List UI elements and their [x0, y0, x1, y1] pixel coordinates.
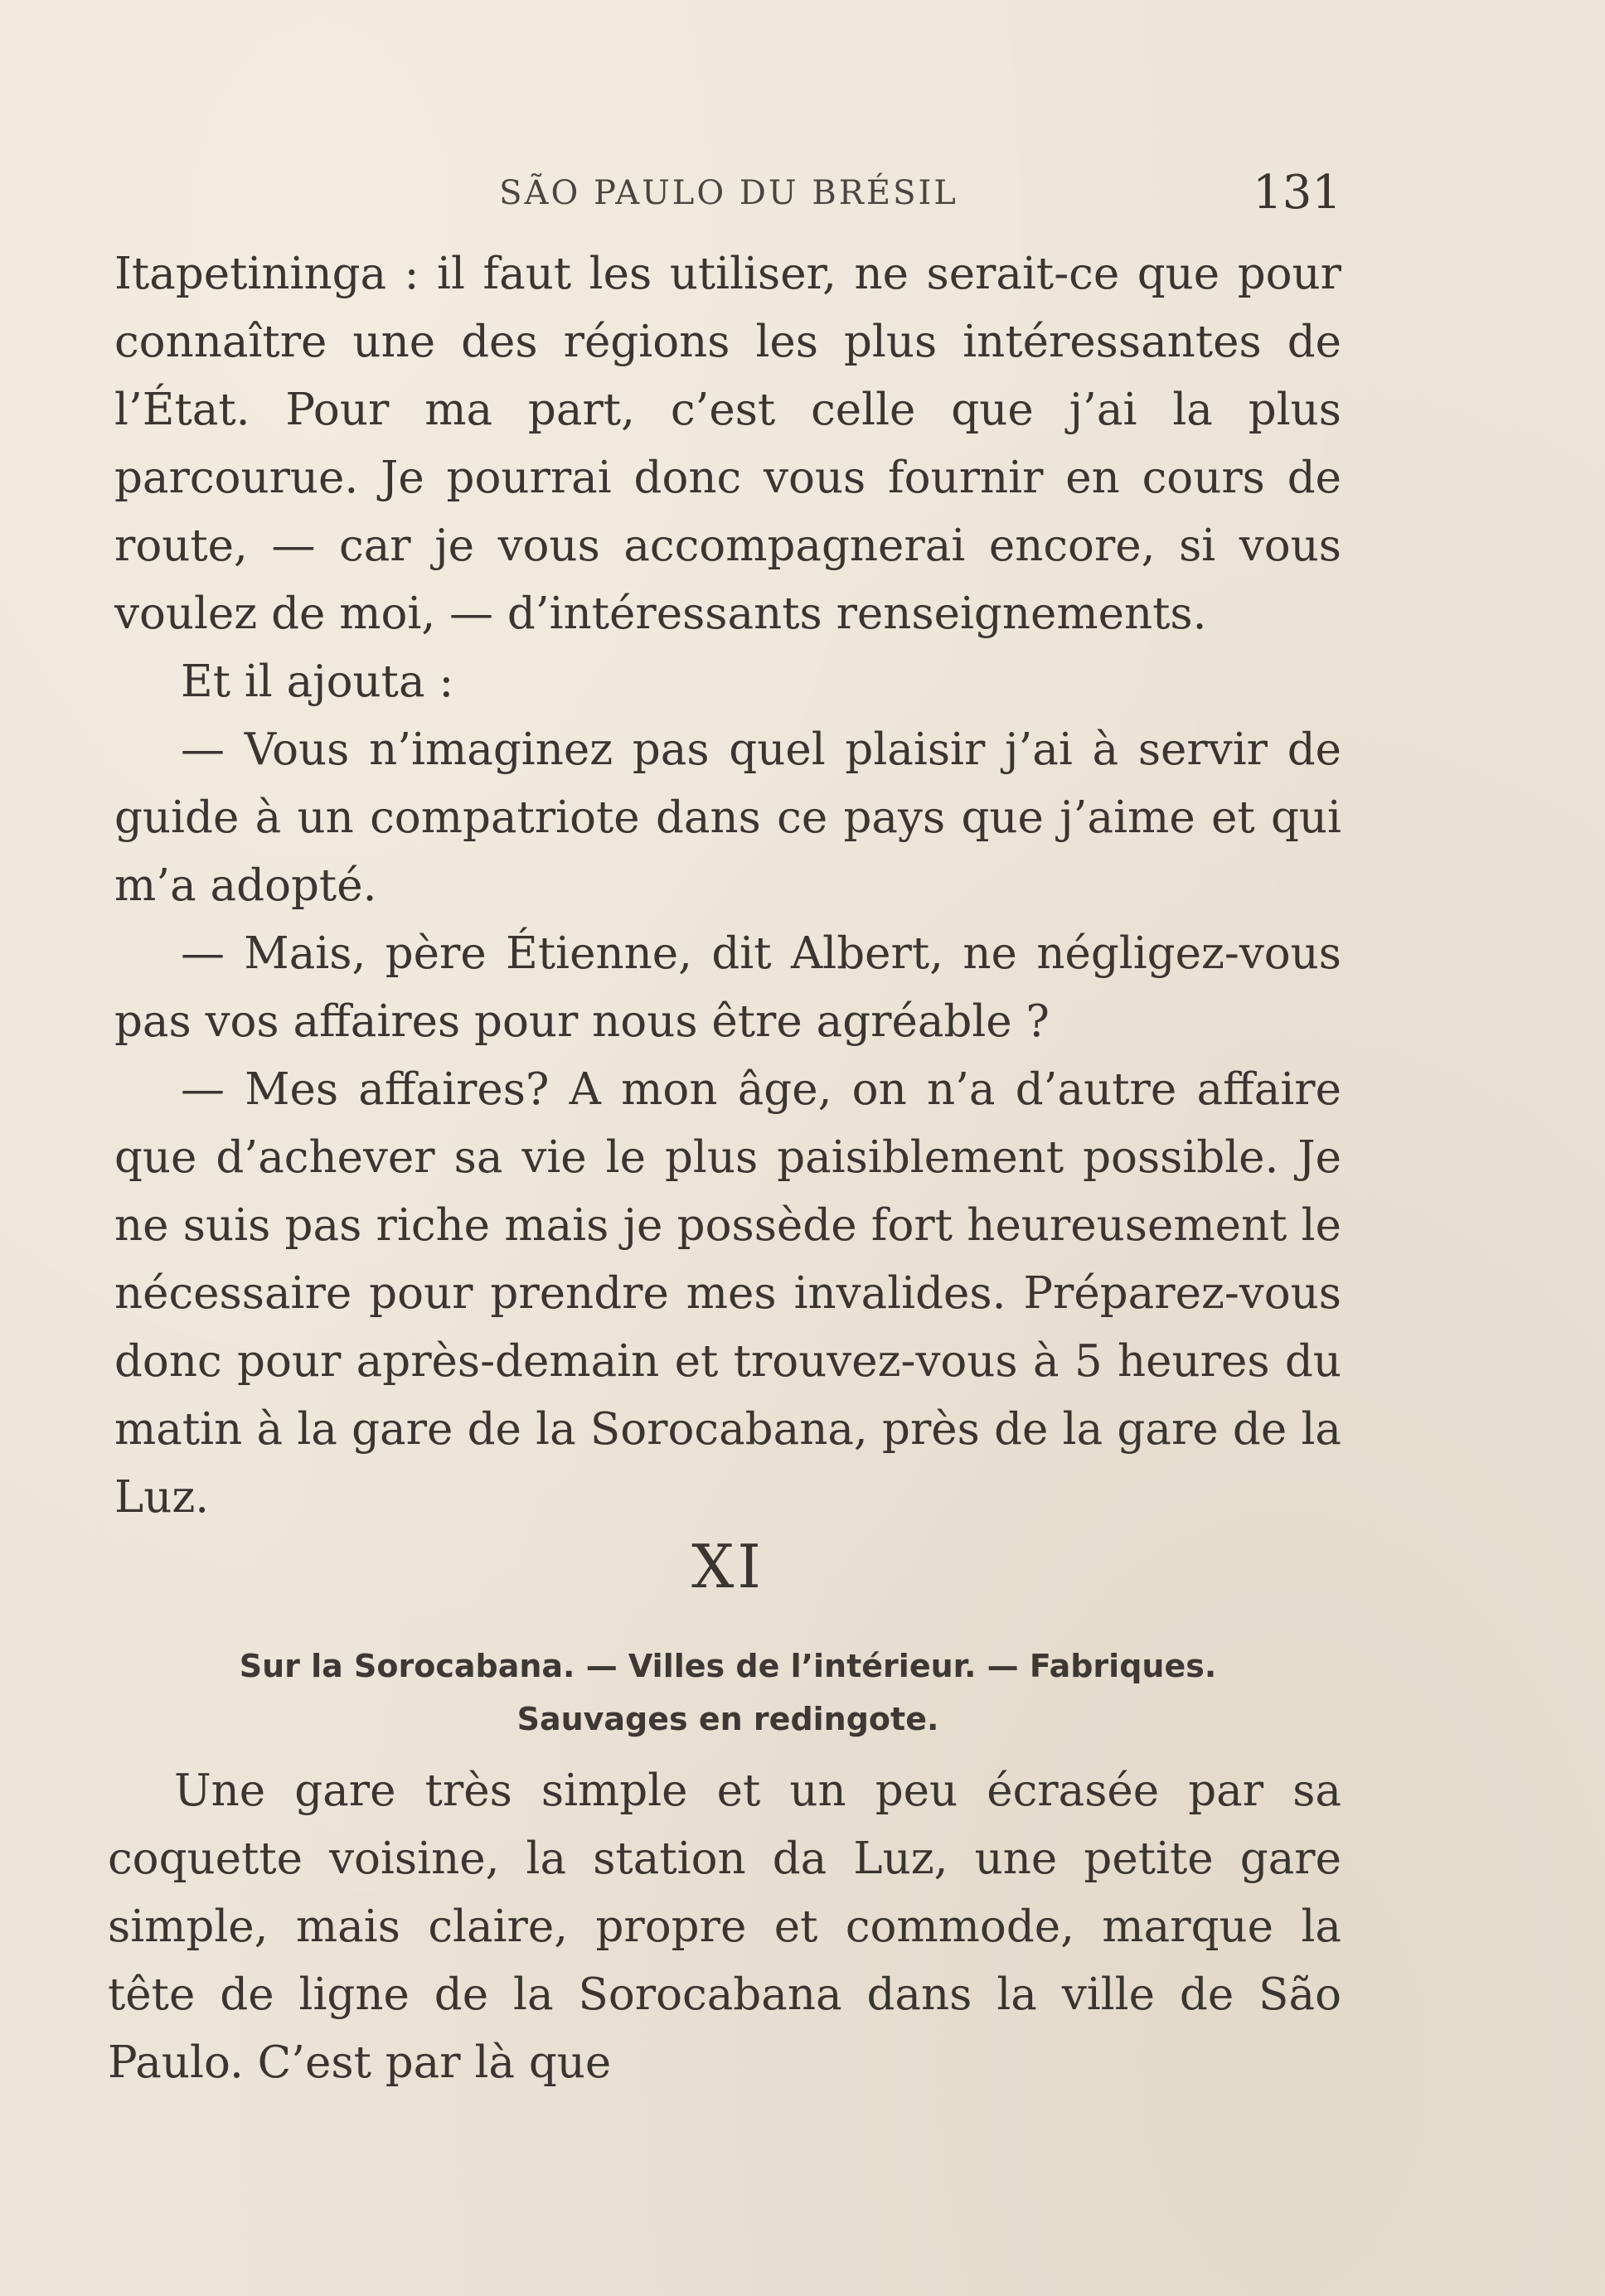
running-head	[116, 166, 1341, 224]
paragraph: Une gare très simple et un peu écrasée par sa coquette voisine, la station da Luz, une petite gare simple, mais claire, propre et commode, marque la tête de ligne de la Sorocabana dans la ville de São Paulo. C’est par là que	[108, 1766, 1341, 2088]
chapter-summary-line: Sauvages en redingote.	[516, 1701, 939, 1737]
chapter-heading	[114, 1525, 1341, 1746]
running-title: SÃO PAULO DU BRÉSIL	[499, 174, 958, 212]
chapter-body	[108, 1757, 1341, 2097]
chapter-summary-line: Sur la Sorocabana. — Villes de l’intérieur. — Fabriques.	[239, 1648, 1217, 1684]
body-text	[114, 240, 1341, 1532]
chapter-number: XI	[691, 1532, 764, 1601]
paragraph: — Mais, père Étienne, dit Albert, ne négligez-vous pas vos affaires pour nous être agréable ?	[114, 928, 1341, 1047]
page-number: 131	[1253, 166, 1341, 220]
paragraph: — Mes affaires? A mon âge, on n’a d’autre affaire que d’achever sa vie le plus paisiblement possible. Je ne suis pas riche mais je possède fort heureusement le nécessaire pour prendre mes invalides. Préparez-vous donc pour après-demain et trouvez-vous à 5 heures du matin à la gare de la Sorocabana, près de la gare de la Luz.	[114, 1064, 1341, 1523]
paragraph: Itapetininga : il faut les utiliser, ne serait-ce que pour connaître une des régions les plus intéressantes de l’État. Pour ma part, c’est celle que j’ai la plus parcourue. Je pourrai donc vous fournir en cours de route, — car je vous accompagnerai encore, si vous voulez de moi, — d’intéressants renseignements.	[114, 249, 1341, 639]
paragraph: — Vous n’imaginez pas quel plaisir j’ai à servir de guide à un compatriote dans ce pays que j’aime et qui m’a adopté.	[114, 724, 1341, 911]
chapter-summary	[114, 1640, 1341, 1746]
paragraph: Et il ajouta :	[181, 656, 454, 707]
